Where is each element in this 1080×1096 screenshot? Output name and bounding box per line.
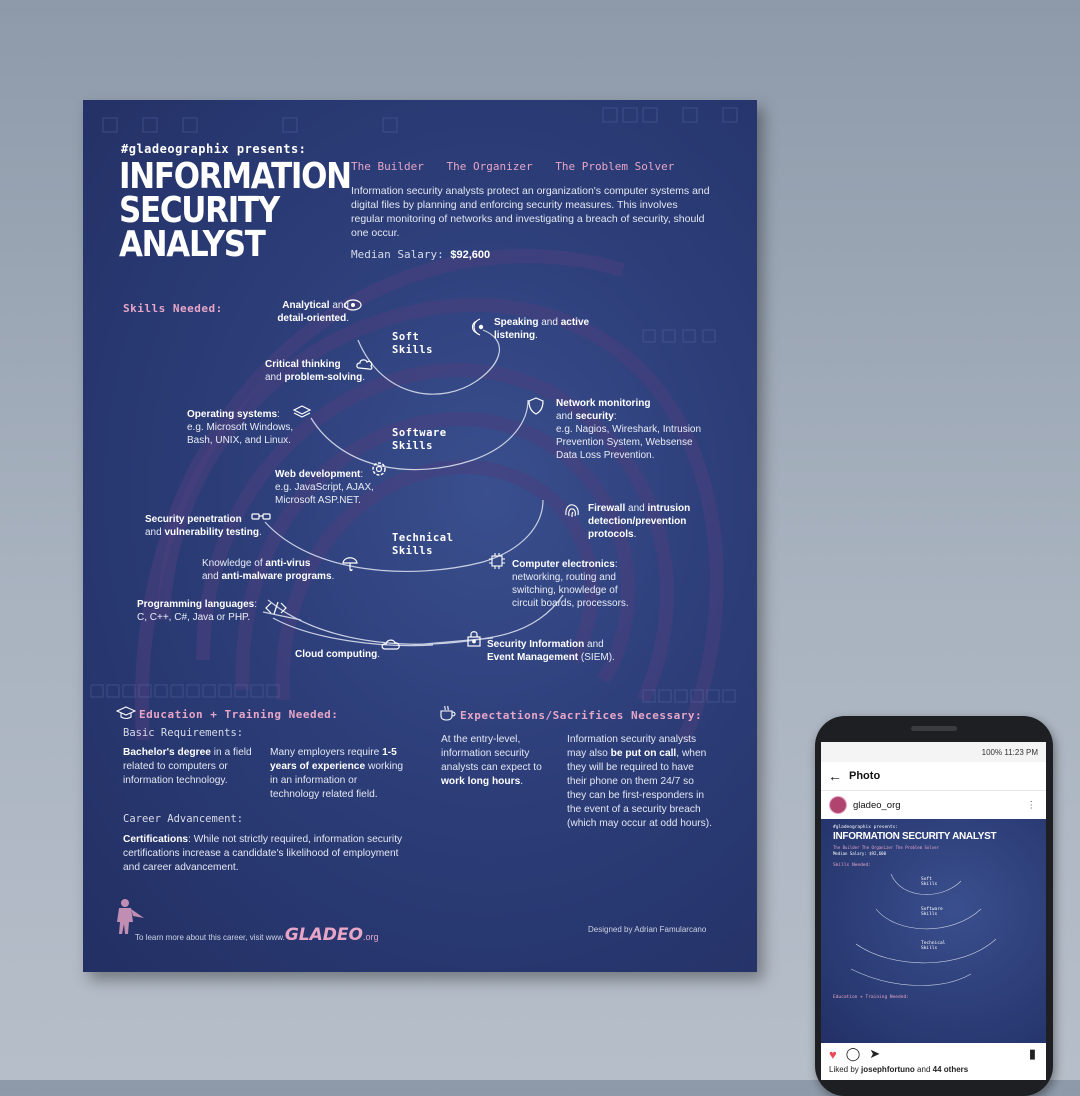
layers-icon [292,404,312,420]
career-description: Information security analysts protect an organization's computer systems and digital files by planning and enforcing security measures. This involves regular monitoring of networks and investigating a breach of security, should one occur. [351,185,710,239]
avatar[interactable] [829,796,847,814]
mini-skills-heading: Skills Needed: [833,863,871,868]
salary-value: $92,600 [450,249,491,261]
mini-software-skills: Software Skills [921,907,943,917]
lock-icon [466,630,482,648]
skill-critical-thinking: Critical thinking and problem-solving. [265,359,366,383]
mini-presents: #gladeographix presents: [833,825,899,830]
skill-siem: Security Information and Event Management (SIEM). [487,639,615,663]
code-icon [265,601,287,615]
software-skills-line-2: Skills [392,440,433,452]
liked-user[interactable]: josephfortuno [861,1065,915,1074]
skill-analytical: Analytical and detail-oriented. [277,300,349,324]
app-bar [821,762,1046,791]
entry-level-text: At the entry-level, information security analysts can expect to work long hours. [441,734,542,787]
learn-more-text [135,925,378,945]
coffee-cup-icon [438,704,458,722]
mini-salary: Median Salary: $92,600 [833,851,886,856]
designer-credit: Designed by Adrian Famularcano [588,925,707,934]
skill-web-development: Web development: e.g. JavaScript, AJAX, Microsoft ASP.NET. [275,469,374,506]
fingerprint-icon [562,501,582,521]
bachelors-text: Bachelor's degree in a field related to computers or information technology. [123,747,252,786]
on-call-text: Information security analysts may also be put on call, when they will be required to have their phone on them 24/7 so they can be first-responders in the event of a security breach (which may occur at odd hours). [567,734,712,829]
technical-skills-line-1: Technical [392,532,454,544]
technical-skills-line-2: Skills [392,545,433,557]
cloud-thought-icon [355,356,375,372]
skill-penetration-testing: Security penetration and vulnerability testing. [145,514,262,538]
likes-row [821,1065,1046,1074]
title-line-1: INFORMATION [119,156,351,197]
traits-row [351,160,690,173]
post-actions [821,1043,1046,1065]
software-skills-line-1: Software [392,427,447,439]
share-icon[interactable]: ➤ [869,1046,881,1061]
skill-speaking: Speaking and active listening. [494,317,590,341]
gladeo-logo[interactable]: GLADEO [284,925,363,945]
mini-soft-skills: Soft Skills [921,877,938,887]
mini-education-heading: Education + Training Needed: [833,995,909,1000]
presents-label: #gladeographix presents: [121,142,307,156]
phone-screen [821,742,1046,1080]
soft-skills-line-1: Soft [392,331,420,343]
career-advancement-label: Career Advancement: [123,813,244,825]
mini-title: INFORMATION SECURITY ANALYST [833,831,997,842]
experience-text: Many employers require 1-5 years of experience working in an information or technology related field. [270,747,404,800]
software-skills-label [392,427,447,453]
skill-operating-systems: Operating systems: e.g. Microsoft Windows, Bash, UNIX, and Linux. [187,409,294,446]
career-title [119,156,351,265]
median-salary [351,248,490,261]
skill-computer-electronics: Computer electronics: networking, routing and switching, knowledge of circuit boards, processors. [512,559,629,609]
salary-label: Median Salary: [351,248,444,261]
status-bar [821,742,1046,762]
back-arrow-icon[interactable]: ← [828,768,842,784]
app-bar-title: Photo [849,770,881,782]
education-heading: Education + Training Needed: [139,708,339,721]
post-image[interactable] [821,819,1046,1043]
poster [83,100,757,972]
shield-icon [527,396,545,416]
graduation-cap-icon [116,706,136,720]
skills-heading: Skills Needed: [123,302,223,315]
mini-traits: The Builder The Organizer The Problem Solver [833,845,939,850]
liked-count[interactable]: 44 others [932,1065,969,1074]
skill-firewall: Firewall and intrusion detection/prevention protocols. [588,503,691,540]
heart-icon[interactable]: ♥ [829,1046,837,1062]
chip-icon [488,552,506,570]
soft-skills-label [392,331,433,357]
status-text: 100% 11:23 PM [981,747,1038,757]
more-icon[interactable]: ⋮ [1026,799,1036,811]
trait-organizer: The Organizer [446,160,533,173]
glasses-icon [251,511,271,523]
liked-prefix: Liked by [829,1065,859,1074]
cloud-icon [380,637,402,651]
phone-speaker [911,726,957,731]
sound-waves-icon [465,317,485,337]
liked-and: and [917,1065,931,1074]
learn-more-label: To learn more about this career, visit www. [135,933,285,942]
skill-network-monitoring: Network monitoring and security: e.g. Nagios, Wireshark, Intrusion Prevention System, Websense Data Loss Prevention. [556,398,702,461]
soft-skills-line-2: Skills [392,344,433,356]
basic-requirements-label: Basic Requirements: [123,727,244,739]
expectations-heading: Expectations/Sacrifices Necessary: [460,709,703,722]
title-line-2: SECURITY [119,190,279,231]
skill-anti-virus: Knowledge of anti-virus and anti-malware programs. [202,558,335,582]
username[interactable]: gladeo_org [853,799,901,811]
umbrella-icon [341,554,359,572]
post-header [821,791,1046,819]
bookmark-icon[interactable]: ▮ [1028,1046,1036,1061]
skill-cloud-computing: Cloud computing. [295,649,380,660]
skill-programming-languages: Programming languages: C, C++, C#, Java or PHP. [137,599,258,623]
technical-skills-label [392,532,453,558]
title-line-3: ANALYST [119,224,265,265]
comment-icon[interactable]: ◯ [845,1046,861,1061]
trait-builder: The Builder [351,160,424,173]
certifications-text: Certifications: While not strictly required, information security certifications increase a candidate's likelihood of employment and career advancement. [123,834,403,873]
eye-icon [344,299,362,311]
gear-icon [370,460,388,478]
trait-problem-solver: The Problem Solver [555,160,675,173]
mini-technical-skills: Technical Skills [921,941,946,951]
mini-skill-arcs [821,819,1046,1043]
logo-tld: .org [362,932,379,942]
